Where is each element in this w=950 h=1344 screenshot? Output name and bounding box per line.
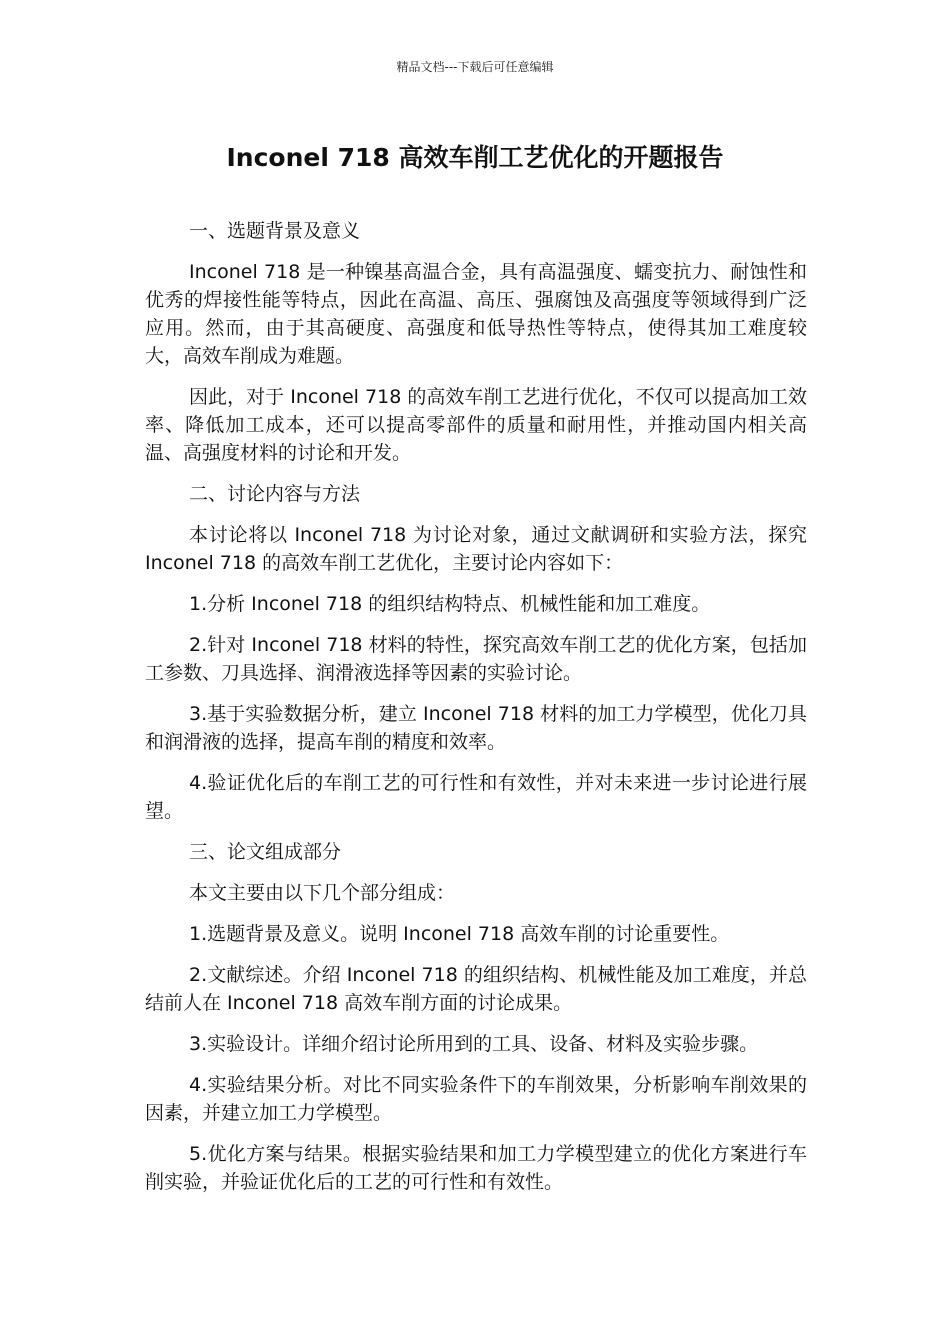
document-title: Inconel 718 高效车削工艺优化的开题报告 (226, 143, 724, 172)
list-item: 2.针对 Inconel 718 材料的特性，探究高效车削工艺的优化方案，包括加工参数、刀具选择、润滑液选择等因素的实验讨论。 (145, 634, 807, 684)
list-item: 4.验证优化后的车削工艺的可行性和有效性，并对未来进一步讨论进行展望。 (145, 772, 807, 822)
list-item: 3.实验设计。详细介绍讨论所用到的工具、设备、材料及实验步骤。 (189, 1033, 759, 1055)
list-item: 2.文献综述。介绍 Inconel 718 的组织结构、机械性能及加工难度，并总结前人在 Inconel 718 高效车削方面的讨论成果。 (145, 964, 807, 1014)
header-note: 精品文档---下载后可任意编辑 (396, 60, 554, 74)
paragraph: 本讨论将以 Inconel 718 为讨论对象，通过文献调研和实验方法，探究 Inconel 718 的高效车削工艺优化，主要讨论内容如下： (145, 524, 807, 574)
list-item: 3.基于实验数据分析，建立 Inconel 718 材料的加工力学模型，优化刀具和润滑液的选择，提高车削的精度和效率。 (145, 703, 807, 753)
list-item: 4.实验结果分析。对比不同实验条件下的车削效果，分析影响车削效果的因素，并建立加工力学模型。 (145, 1074, 807, 1124)
paragraph: 因此，对于 Inconel 718 的高效车削工艺进行优化，不仅可以提高加工效率、降低加工成本，还可以提高零部件的质量和耐用性，并推动国内相关高温、高强度材料的讨论和开发。 (145, 386, 807, 464)
list-item: 5.优化方案与结果。根据实验结果和加工力学模型建立的优化方案进行车削实验，并验证优化后的工艺的可行性和有效性。 (145, 1143, 807, 1193)
section-heading-content-method: 二、讨论内容与方法 (189, 483, 361, 505)
paragraph: Inconel 718 是一种镍基高温合金，具有高温强度、蠕变抗力、耐蚀性和优秀的焊接性能等特点，因此在高温、高压、强腐蚀及高强度等领域得到广泛应用。然而，由于其高硬度、高强度和低导热性等特点，使得其加工难度较大，高效车削成为难题。 (145, 261, 807, 367)
list-item: 1.分析 Inconel 718 的组织结构特点、机械性能和加工难度。 (189, 593, 711, 615)
document-body (145, 217, 807, 1209)
section-heading-composition: 三、论文组成部分 (189, 841, 342, 863)
list-item: 1.选题背景及意义。说明 Inconel 718 高效车削的讨论重要性。 (189, 923, 730, 945)
paragraph: 本文主要由以下几个部分组成： (189, 882, 456, 904)
section-heading-background: 一、选题背景及意义 (189, 220, 361, 242)
